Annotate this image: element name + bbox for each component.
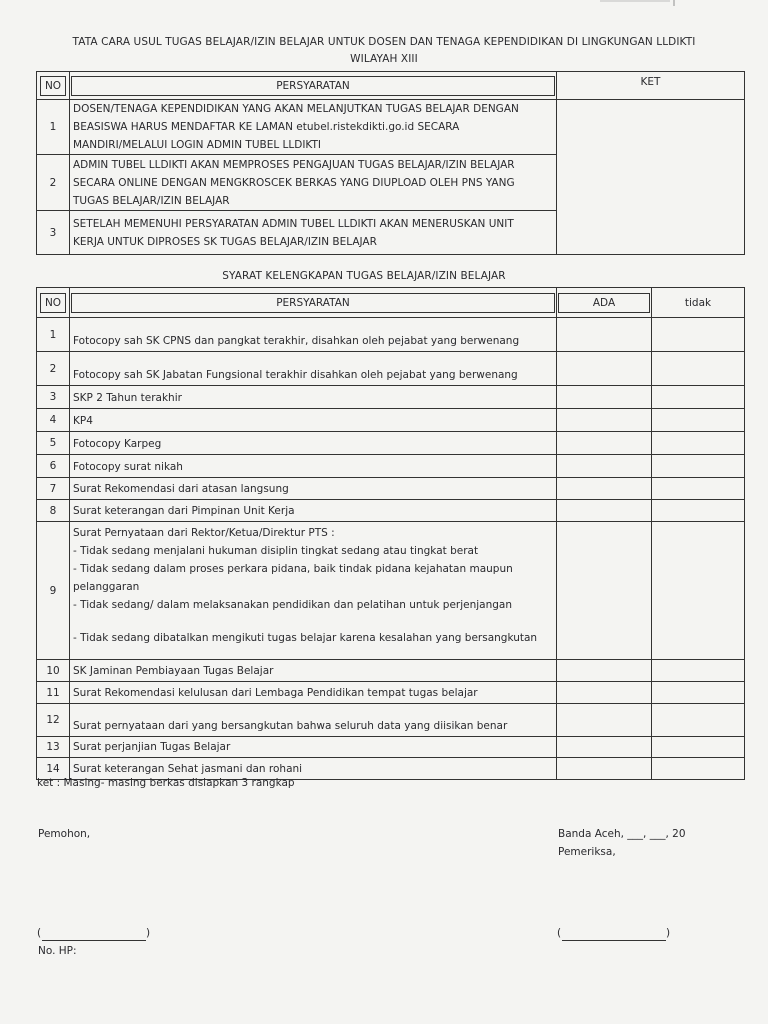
row-text: KP4 [70,409,557,432]
examiner-paren-close: ) [666,927,671,939]
row-text: DOSEN/TENAGA KEPENDIDIKAN YANG AKAN MELANJUTKAN TUGAS BELAJAR DENGAN BEASISWA HARUS MENDAFTAR KE LAMAN etubel.ristekdikti.go.id SECARA MANDIRI/MELALUI LOGIN ADMIN TUBEL LLDIKTI [70,100,557,155]
ada-checkbox-cell[interactable] [557,432,652,455]
requirement-row [37,682,745,704]
document-title-line1: TATA CARA USUL TUGAS BELAJAR/IZIN BELAJAR UNTUK DOSEN DAN TENAGA KEPENDIDIKAN DI LINGKUNGAN LLDIKTI [72,36,696,48]
tidak-checkbox-cell[interactable] [652,455,745,478]
requirement-row [37,704,745,737]
requirement-row [37,352,745,386]
row-text: ADMIN TUBEL LLDIKTI AKAN MEMPROSES PENGAJUAN TUGAS BELAJAR/IZIN BELAJAR SECARA ONLINE DENGAN MENGKROSCEK BERKAS YANG DIUPLOAD OLEH PNS YANG TUGAS BELAJAR/IZIN BELAJAR [70,155,557,211]
row-text: Fotocopy Karpeg [70,432,557,455]
requirement-row [37,737,745,758]
row-text: Fotocopy sah SK Jabatan Fungsional terakhir disahkan oleh pejabat yang berwenang [70,352,557,386]
applicant-paren-close: ) [146,927,151,939]
ada-checkbox-cell[interactable] [557,478,652,500]
row-number: 3 [37,211,70,255]
tidak-checkbox-cell[interactable] [652,704,745,737]
requirement-row [37,500,745,522]
footnote: ket : Masing- masing berkas disiapkan 3 rangkap [37,777,295,789]
procedure-table-header [37,72,745,100]
examiner-label: Pemeriksa, [558,846,616,858]
tidak-checkbox-cell[interactable] [652,500,745,522]
applicant-paren-open: ( [37,927,42,939]
ada-checkbox-cell[interactable] [557,455,652,478]
ada-checkbox-cell[interactable] [557,352,652,386]
row-text: Fotocopy surat nikah [70,455,557,478]
tidak-checkbox-cell[interactable] [652,522,745,660]
row-number: 7 [37,478,70,500]
row-text: Surat Pernyataan dari Rektor/Ketua/Direktur PTS : - Tidak sedang menjalani hukuman disiplin tingkat sedang atau tingkat berat - Tidak sedang dalam proses perkara pidana, baik tindak pidana kejahatan maupun pelanggaran - Tidak sedang/ dalam melaksanakan pendidikan dan pelatihan untuk perjenjangan - Tidak sedang dibatalkan mengikuti tugas belajar karena kesalahan yang bersangkutan [70,522,557,660]
ada-checkbox-cell[interactable] [557,522,652,660]
ket-cell [557,100,745,255]
ada-checkbox-cell[interactable] [557,758,652,780]
row-text: Surat Rekomendasi dari atasan langsung [70,478,557,500]
requirement-row [37,432,745,455]
tidak-checkbox-cell[interactable] [652,682,745,704]
row-number: 6 [37,455,70,478]
row-number: 11 [37,682,70,704]
tidak-checkbox-cell[interactable] [652,352,745,386]
requirement-row [37,318,745,352]
tidak-checkbox-cell[interactable] [652,432,745,455]
ada-checkbox-cell[interactable] [557,737,652,758]
applicant-label: Pemohon, [38,828,91,840]
tidak-checkbox-cell[interactable] [652,758,745,780]
row-text: Surat keterangan Sehat jasmani dan rohani [70,758,557,780]
ada-checkbox-cell[interactable] [557,409,652,432]
row-text: SKP 2 Tahun terakhir [70,386,557,409]
row-number: 2 [37,155,70,211]
ada-checkbox-cell[interactable] [557,318,652,352]
document-title-line2: WILAYAH XIII [350,53,418,65]
ada-checkbox-cell[interactable] [557,704,652,737]
phone-label: No. HP: [38,945,77,957]
header-ket: KET [557,72,745,100]
ada-checkbox-cell[interactable] [557,660,652,682]
subtitle: SYARAT KELENGKAPAN TUGAS BELAJAR/IZIN BELAJAR [222,270,506,282]
row-number: 9 [37,522,70,660]
row-number: 8 [37,500,70,522]
header-persyaratan: PERSYARATAN [70,72,557,100]
row-number: 1 [37,318,70,352]
header-no: NO [37,72,70,100]
requirement-row [37,409,745,432]
tidak-checkbox-cell[interactable] [652,318,745,352]
row-text: SETELAH MEMENUHI PERSYARATAN ADMIN TUBEL LLDIKTI AKAN MENERUSKAN UNIT KERJA UNTUK DIPROSES SK TUGAS BELAJAR/IZIN BELAJAR [70,211,557,255]
requirements-table-header [37,288,745,318]
row-text: Surat keterangan dari Pimpinan Unit Kerja [70,500,557,522]
row-number: 4 [37,409,70,432]
requirement-row [37,455,745,478]
procedure-table [36,71,745,255]
examiner-signature-line[interactable] [562,939,666,941]
row-number: 1 [37,100,70,155]
row-number: 3 [37,386,70,409]
row-text: Fotocopy sah SK CPNS dan pangkat terakhir, disahkan oleh pejabat yang berwenang [70,318,557,352]
tidak-checkbox-cell[interactable] [652,660,745,682]
row-number: 14 [37,758,70,780]
tidak-checkbox-cell[interactable] [652,409,745,432]
header-persyaratan: PERSYARATAN [70,288,557,318]
requirements-table [36,287,745,780]
ada-checkbox-cell[interactable] [557,682,652,704]
examiner-paren-open: ( [557,927,562,939]
place-date: Banda Aceh, ___, ___, 20 [558,828,686,840]
row-number: 5 [37,432,70,455]
row-text: Surat perjanjian Tugas Belajar [70,737,557,758]
row-text: Surat Rekomendasi kelulusan dari Lembaga Pendidikan tempat tugas belajar [70,682,557,704]
row-number: 13 [37,737,70,758]
row-text: Surat pernyataan dari yang bersangkutan bahwa seluruh data yang diisikan benar [70,704,557,737]
requirement-row [37,386,745,409]
requirement-row [37,522,745,660]
applicant-signature-line[interactable] [42,939,146,941]
requirement-row [37,478,745,500]
header-tidak: tidak [652,288,745,318]
ada-checkbox-cell[interactable] [557,386,652,409]
tidak-checkbox-cell[interactable] [652,386,745,409]
header-no: NO [37,288,70,318]
tidak-checkbox-cell[interactable] [652,737,745,758]
row-number: 12 [37,704,70,737]
ada-checkbox-cell[interactable] [557,500,652,522]
row-text: SK Jaminan Pembiayaan Tugas Belajar [70,660,557,682]
pen-mark [600,0,680,6]
row-number: 10 [37,660,70,682]
procedure-row [37,100,745,155]
header-ada: ADA [557,288,652,318]
tidak-checkbox-cell[interactable] [652,478,745,500]
row-number: 2 [37,352,70,386]
requirement-row [37,660,745,682]
